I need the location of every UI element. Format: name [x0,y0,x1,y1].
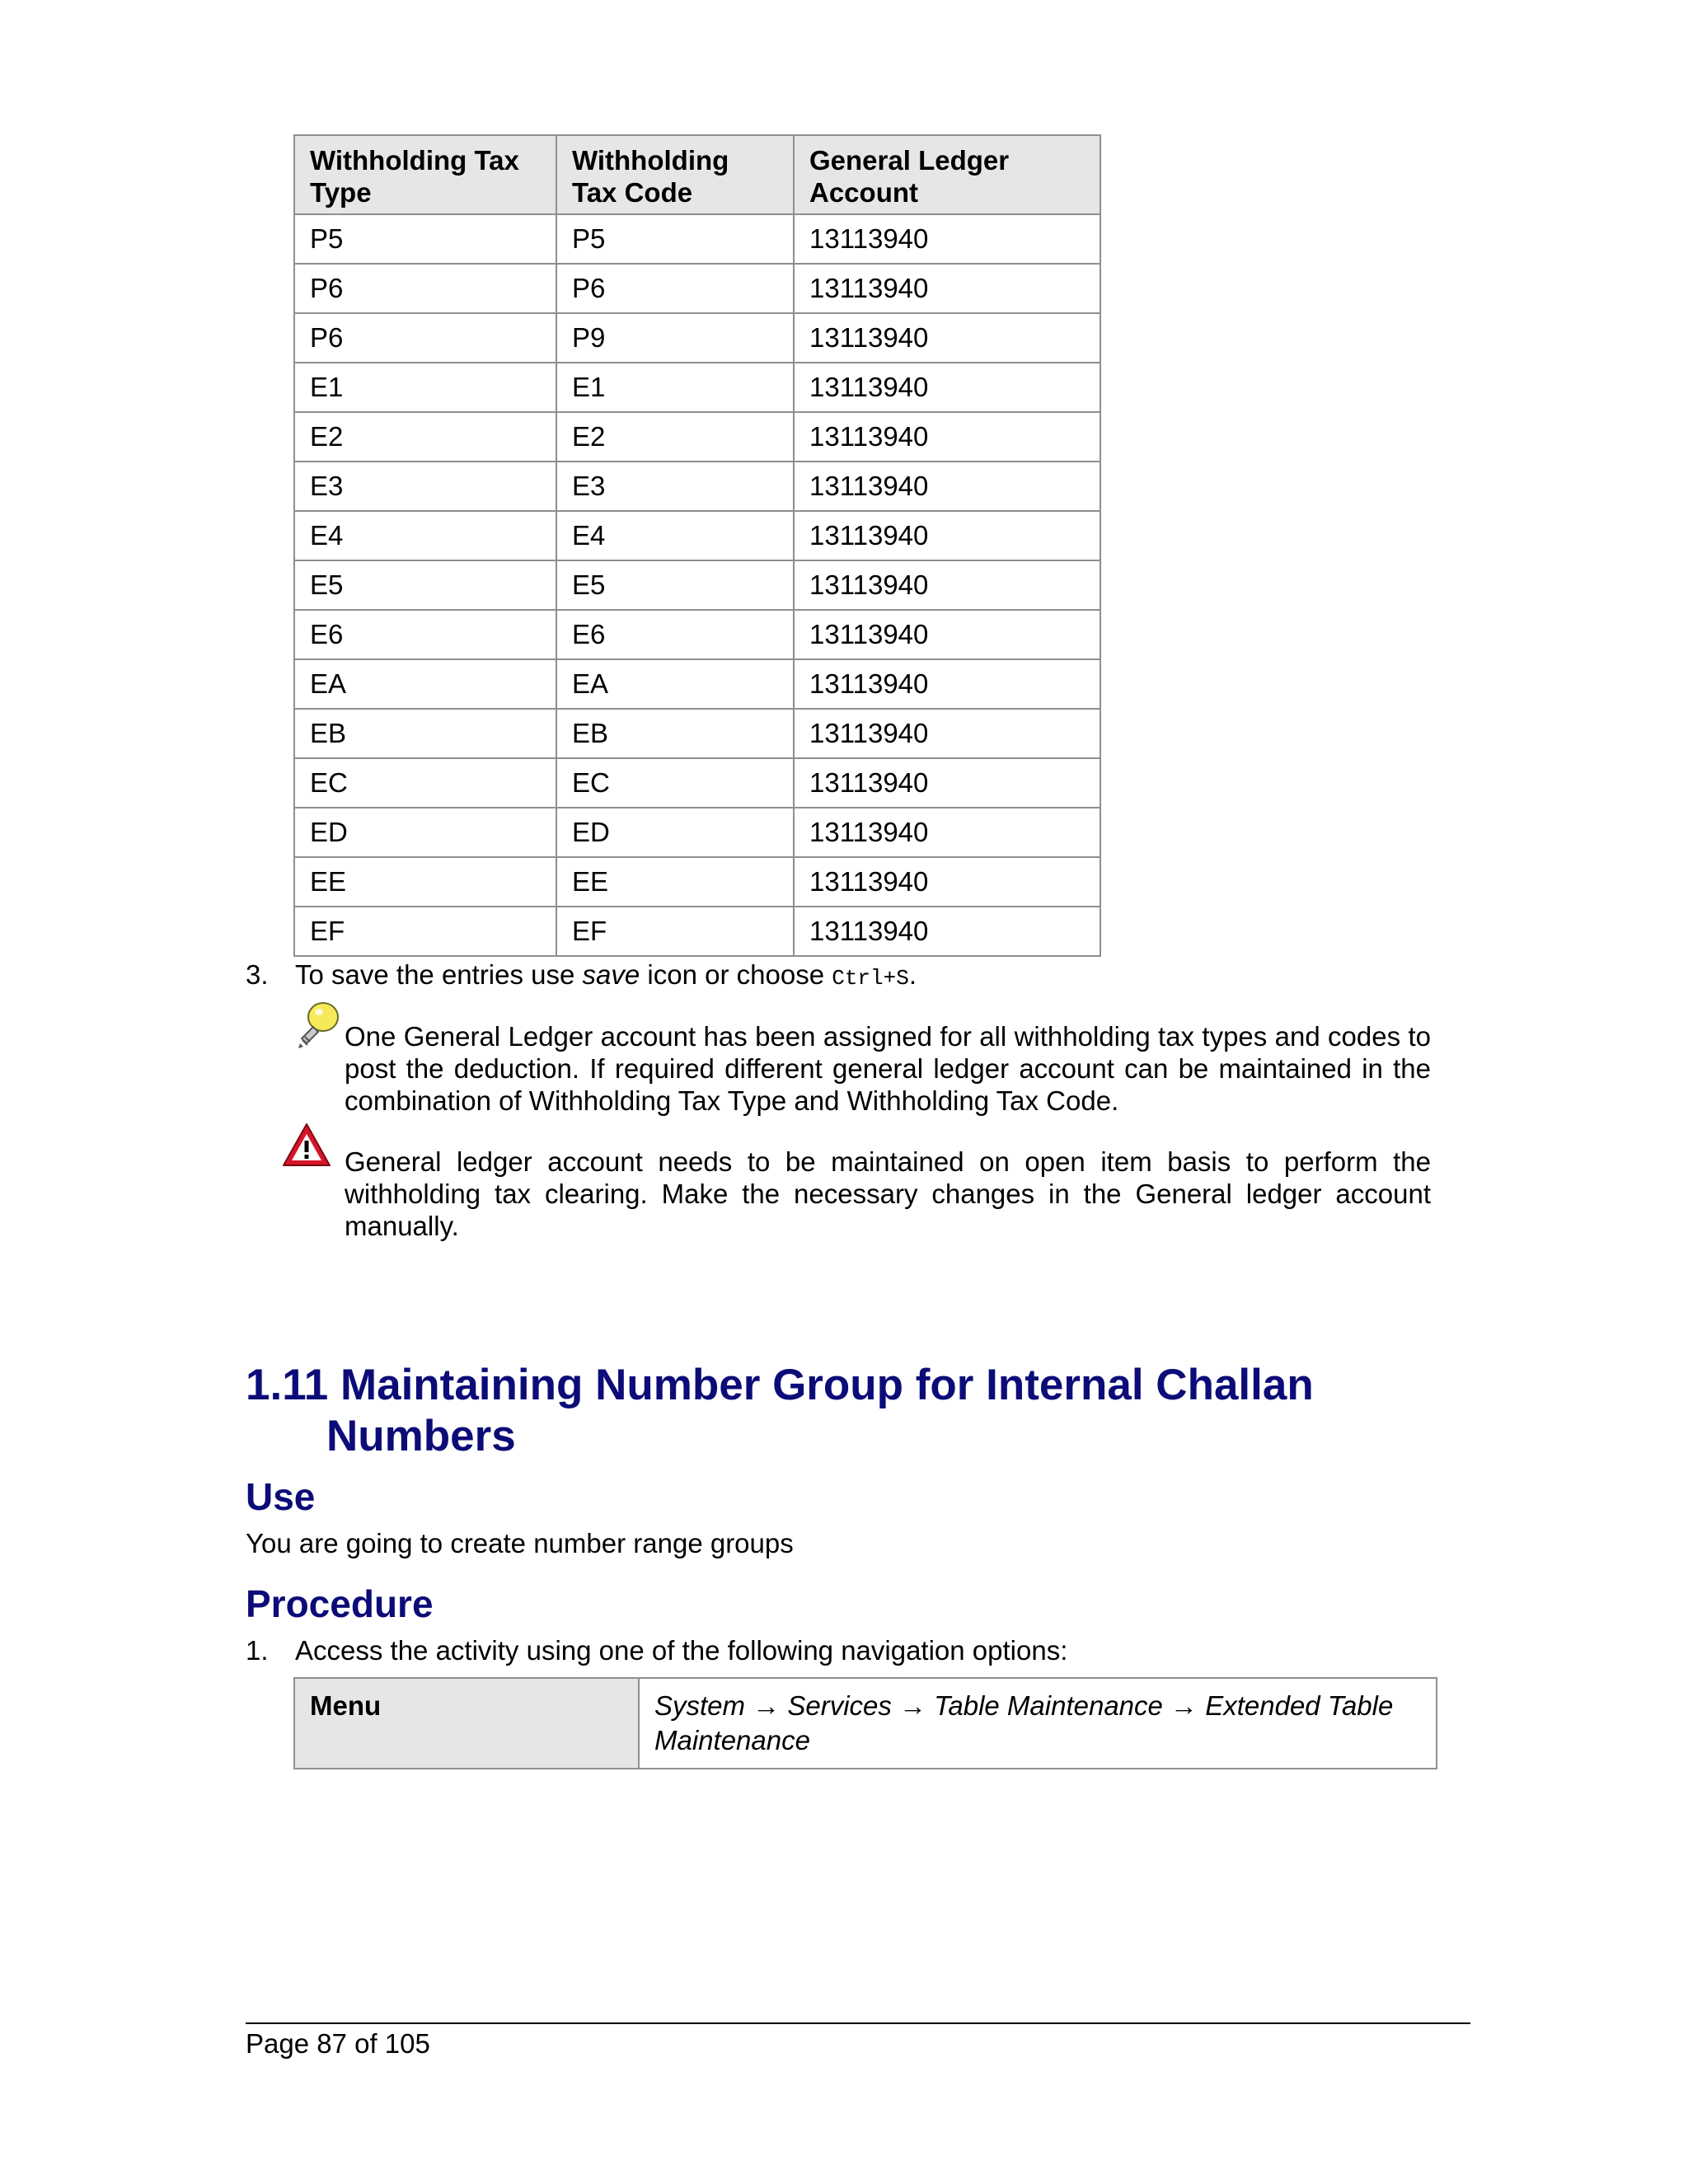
header-gl-account: General Ledger Account [794,135,1100,214]
cell-gl-account: 13113940 [794,462,1100,511]
cell-wht-type: E2 [294,412,556,462]
page-number: Page 87 of 105 [246,2028,430,2059]
header-wht-type: Withholding Tax Type [294,135,556,214]
cell-wht-type: E4 [294,511,556,560]
table-row [294,462,1100,511]
table-row [294,907,1100,956]
cell-wht-code: EE [556,857,794,907]
cell-wht-code: ED [556,808,794,857]
cell-gl-account: 13113940 [794,808,1100,857]
cell-wht-type: EF [294,907,556,956]
caution-note: General ledger account needs to be maintained on open item basis to perform the withholding tax clearing. Make the necessary changes in the General ledger account manually. [345,1146,1431,1241]
cell-wht-type: E6 [294,610,556,659]
table-row [294,709,1100,758]
cell-wht-type: EB [294,709,556,758]
section-heading: 1.11 Maintaining Number Group for Internal Challan Numbers [246,1361,1314,1460]
table-row [294,560,1100,610]
cell-wht-code: P5 [556,214,794,264]
cell-wht-code: E4 [556,511,794,560]
navigation-table [293,1677,1437,1769]
step-number: 3. [246,959,269,990]
footer-divider [246,2022,1470,2024]
gl-account-table [293,134,1101,957]
menu-path-cell: System → Services → Table Maintenance → Extended Table Maintenance [639,1678,1437,1769]
cell-gl-account: 13113940 [794,857,1100,907]
cell-wht-type: E1 [294,363,556,412]
cell-wht-type: P6 [294,264,556,313]
cell-wht-code: E6 [556,610,794,659]
cell-wht-code: P6 [556,264,794,313]
lightbulb-icon [290,999,345,1056]
table-row [294,214,1100,264]
table-row [294,412,1100,462]
cell-gl-account: 13113940 [794,313,1100,363]
step-3 [246,958,1235,991]
cell-wht-type: EE [294,857,556,907]
cell-wht-code: P9 [556,313,794,363]
use-text: You are going to create number range groups [246,1528,794,1558]
cell-wht-code: EC [556,758,794,808]
cell-wht-type: P5 [294,214,556,264]
table-row [294,857,1100,907]
procedure-heading: Procedure [246,1582,434,1625]
cell-wht-code: E3 [556,462,794,511]
cell-gl-account: 13113940 [794,709,1100,758]
shortcut-keys: Ctrl+S [832,966,909,991]
cell-wht-type: EA [294,659,556,709]
warning-triangle-icon [280,1121,333,1174]
table-row [294,610,1100,659]
cell-wht-type: EC [294,758,556,808]
cell-gl-account: 13113940 [794,214,1100,264]
cell-gl-account: 13113940 [794,659,1100,709]
cell-wht-type: E5 [294,560,556,610]
step-text: Access the activity using one of the following navigation options: [295,1635,1068,1666]
menu-label-cell: Menu [294,1678,639,1769]
tip-note: One General Ledger account has been assigned for all withholding tax types and codes to post the deduction. If required different general ledger account can be maintained in the combination of Withholding Tax Type and Withholding Tax Code. [345,1021,1431,1116]
cell-gl-account: 13113940 [794,907,1100,956]
cell-gl-account: 13113940 [794,264,1100,313]
table-row [294,758,1100,808]
cell-gl-account: 13113940 [794,758,1100,808]
cell-gl-account: 13113940 [794,412,1100,462]
step-number: 1. [246,1635,269,1666]
header-wht-code: Withholding Tax Code [556,135,794,214]
cell-gl-account: 13113940 [794,363,1100,412]
step-1 [246,1634,1400,1667]
table-header-row [294,135,1100,214]
cell-wht-code: EA [556,659,794,709]
cell-wht-type: P6 [294,313,556,363]
cell-gl-account: 13113940 [794,511,1100,560]
table-row [294,363,1100,412]
table-row [294,511,1100,560]
use-heading: Use [246,1475,316,1518]
step-text: To save the entries use save icon or choose Ctrl+S. [295,959,917,991]
cell-wht-code: E5 [556,560,794,610]
table-row [294,659,1100,709]
table-row [294,1678,1437,1769]
cell-wht-code: E1 [556,363,794,412]
cell-wht-code: E2 [556,412,794,462]
table-row [294,264,1100,313]
table-row [294,313,1100,363]
cell-gl-account: 13113940 [794,560,1100,610]
cell-wht-code: EF [556,907,794,956]
cell-wht-type: ED [294,808,556,857]
cell-wht-type: E3 [294,462,556,511]
table-row [294,808,1100,857]
cell-gl-account: 13113940 [794,610,1100,659]
cell-wht-code: EB [556,709,794,758]
